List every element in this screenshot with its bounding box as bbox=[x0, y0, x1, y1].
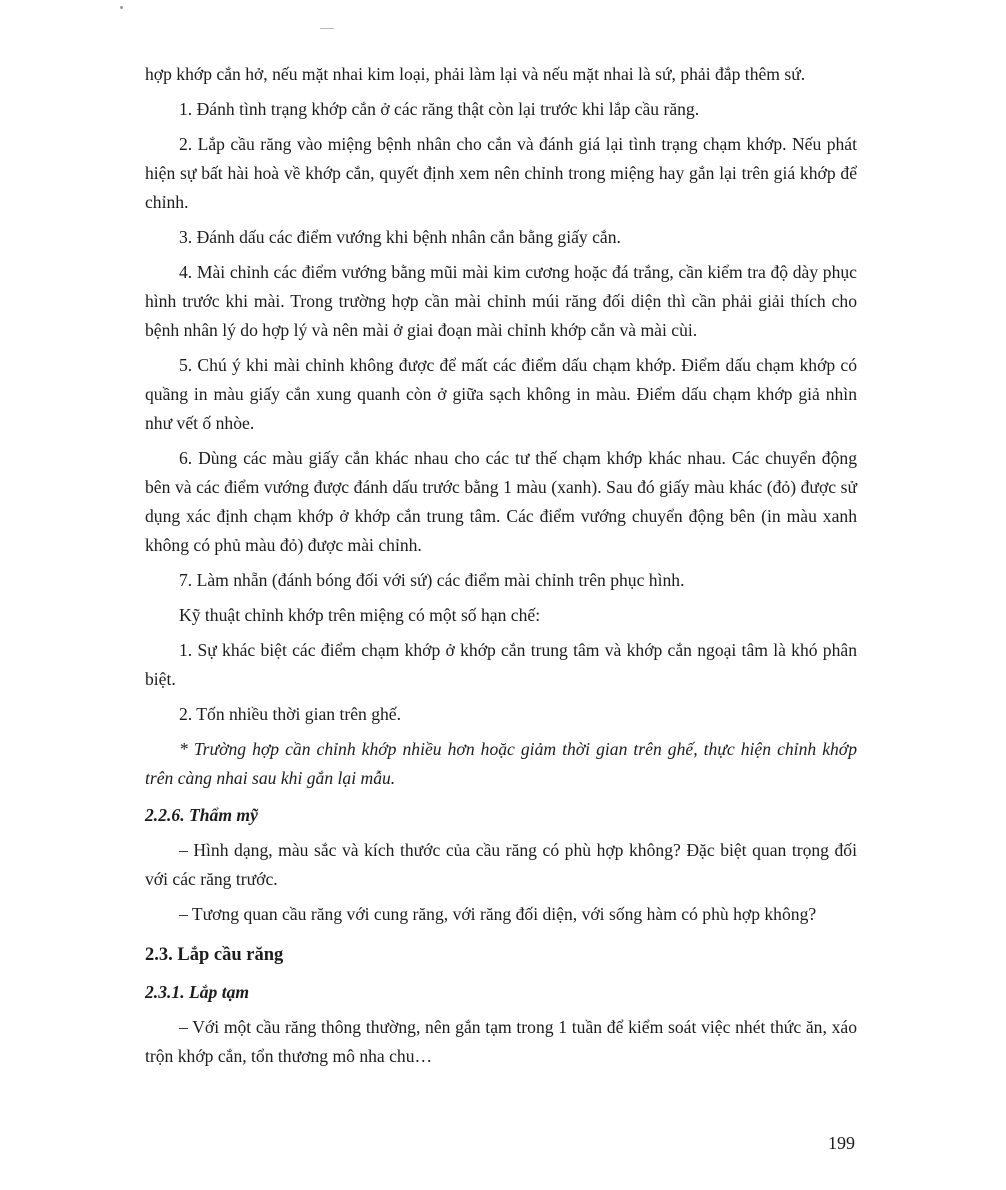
step-1-paragraph: 1. Đánh tình trạng khớp cắn ở các răng thật còn lại trước khi lắp cầu răng. bbox=[179, 99, 700, 119]
scan-artifact-dot bbox=[120, 6, 123, 9]
limitation-1: 1. Sự khác biệt các điểm chạm khớp ở khớp cắn trung tâm và khớp cắn ngoại tâm là khó phân biệt. bbox=[145, 640, 857, 689]
section-heading-2-2-6: 2.2.6. Thẩm mỹ bbox=[145, 805, 258, 825]
limitation-2: 2. Tốn nhiều thời gian trên ghế. bbox=[179, 704, 402, 724]
step-7-paragraph: 7. Làm nhẵn (đánh bóng đối với sứ) các điểm mài chỉnh trên phục hình. bbox=[179, 570, 685, 590]
temporary-fitting-paragraph: – Với một cầu răng thông thường, nên gắn tạm trong 1 tuần để kiểm soát việc nhét thức ăn, xáo trộn khớp cắn, tổn thương mô nha chu… bbox=[145, 1017, 857, 1066]
step-3-paragraph: 3. Đánh dấu các điểm vướng khi bệnh nhân cắn bằng giấy cắn. bbox=[179, 227, 621, 247]
document-body bbox=[145, 60, 857, 1077]
aesthetics-point-2: – Tương quan cầu răng với cung răng, với răng đối diện, với sống hàm có phù hợp không? bbox=[179, 904, 817, 924]
step-6-paragraph: 6. Dùng các màu giấy cắn khác nhau cho các tư thế chạm khớp khác nhau. Các chuyển động bên và các điểm vướng được đánh dấu trước bằng 1 màu (xanh). Sau đó giấy màu khác (đỏ) được sử dụng xác định chạm khớp ở khớp cắn trung tâm. Các điểm vướng chuyển động bên (in màu xanh không có phủ màu đỏ) được mài chỉnh. bbox=[145, 448, 857, 555]
italic-note: * Trường hợp cần chỉnh khớp nhiều hơn hoặc giảm thời gian trên ghế, thực hiện chỉnh khớp trên càng nhai sau khi gắn lại mẫu. bbox=[145, 739, 857, 788]
limitations-intro: Kỹ thuật chỉnh khớp trên miệng có một số hạn chế: bbox=[179, 605, 541, 625]
page-number: 199 bbox=[828, 1133, 855, 1153]
section-heading-2-3: 2.3. Lắp cầu răng bbox=[145, 945, 284, 965]
aesthetics-point-1: – Hình dạng, màu sắc và kích thước của cầu răng có phù hợp không? Đặc biệt quan trọng đối với các răng trước. bbox=[145, 840, 857, 889]
step-2-paragraph: 2. Lắp cầu răng vào miệng bệnh nhân cho cắn và đánh giá lại tình trạng chạm khớp. Nếu phát hiện sự bất hài hoà về khớp cắn, quyết định xem nên chỉnh trong miệng hay gắn lại trên giá khớp để chỉnh. bbox=[145, 134, 857, 212]
scan-artifact-dash bbox=[320, 28, 334, 29]
section-heading-2-3-1: 2.3.1. Lắp tạm bbox=[145, 982, 250, 1002]
step-4-paragraph: 4. Mài chỉnh các điểm vướng bằng mũi mài kim cương hoặc đá trắng, cần kiểm tra độ dày phục hình trước khi mài. Trong trường hợp cần mài chỉnh múi răng đối diện thì cần phải giải thích cho bệnh nhân lý do hợp lý và nên mài ở giai đoạn mài chỉnh khớp cắn và mài cùi. bbox=[145, 262, 857, 340]
step-5-paragraph: 5. Chú ý khi mài chỉnh không được để mất các điểm dấu chạm khớp. Điểm dấu chạm khớp có quầng in màu giấy cắn xung quanh còn ở giữa sạch không in màu. Điểm dấu chạm khớp giả nhìn như vết ố nhòe. bbox=[145, 355, 857, 433]
paragraph-continuation: hợp khớp cắn hở, nếu mặt nhai kim loại, phải làm lại và nếu mặt nhai là sứ, phải đắp thêm sứ. bbox=[145, 64, 806, 84]
